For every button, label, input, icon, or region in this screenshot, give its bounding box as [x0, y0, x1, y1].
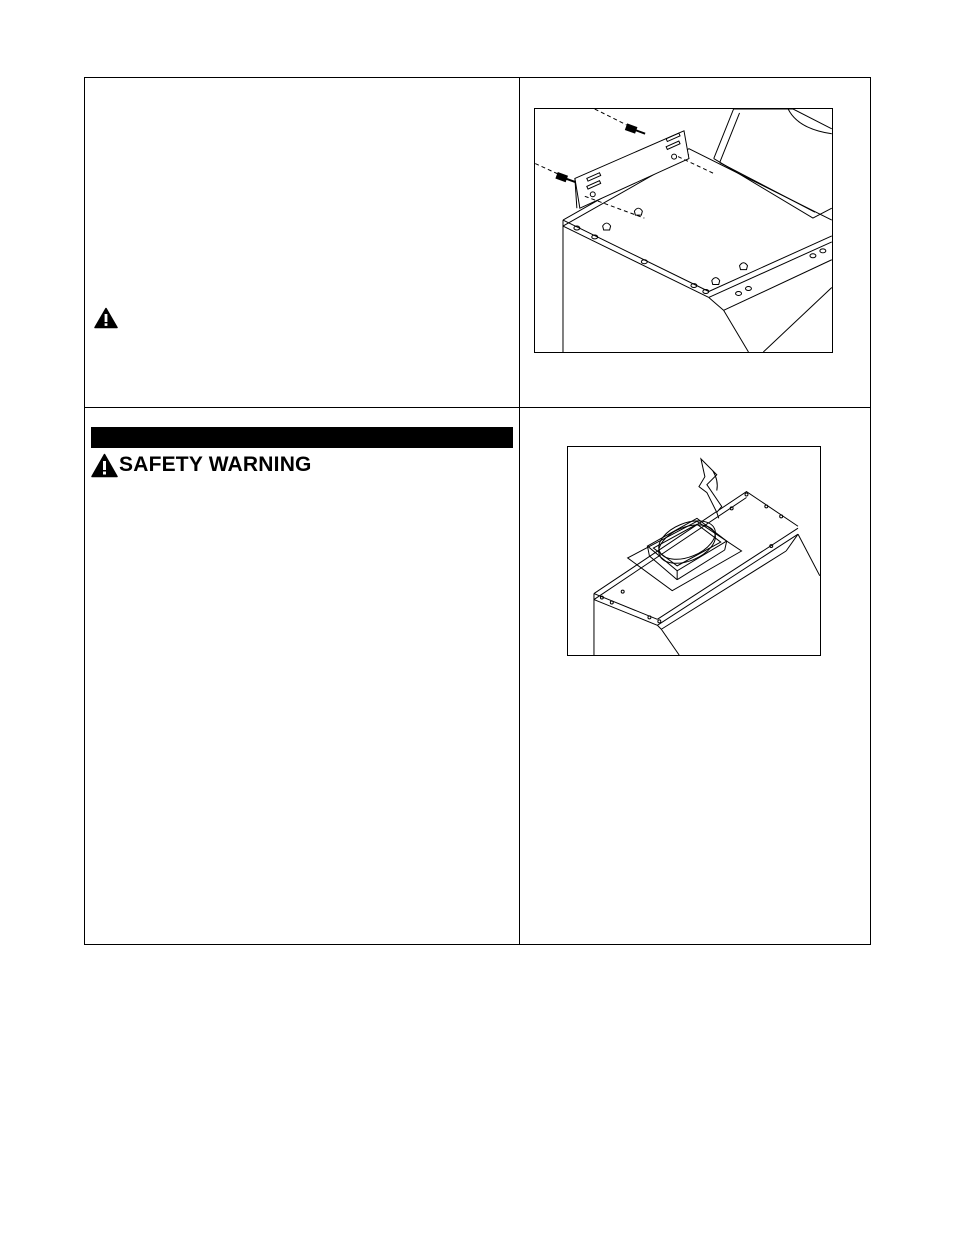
figure-bracket-install — [534, 108, 833, 353]
safety-warning-heading — [91, 451, 312, 479]
section-header-bar — [91, 427, 513, 448]
warning-triangle-icon — [94, 307, 118, 329]
warning-triangle-icon — [91, 453, 118, 478]
row-divider — [85, 407, 870, 408]
safety-warning-text: SAFETY WARNING — [119, 453, 312, 476]
figure-duct-tape — [567, 446, 821, 656]
column-divider — [519, 78, 520, 944]
